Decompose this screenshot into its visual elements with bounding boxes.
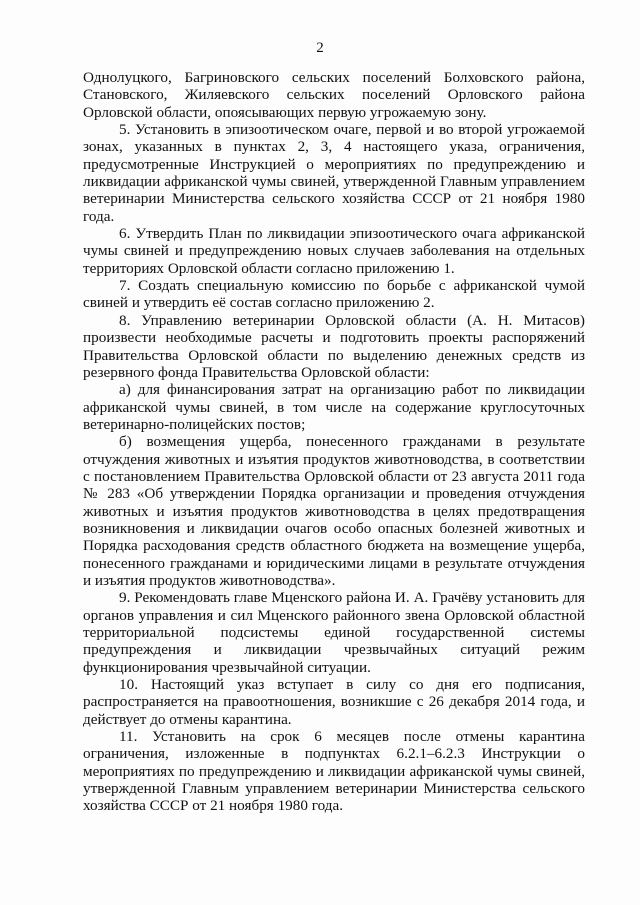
paragraph-item-9: 9. Рекомендовать главе Мценского района И. А. Грачёву установить для органов управления и сил Мценского районного звена Орловской областной территориальной подсистемы единой государственной системы предупреждения и ликвидации чрезвычайных ситуаций режим функционирования чрезвычайной ситуации. [83, 589, 585, 676]
paragraph-item-11: 11. Установить на срок 6 месяцев после отмены карантина ограничения, изложенные в подпунктах 6.2.1–6.2.3 Инструкции о мероприятиях по предупреждению и ликвидации африканской чумы свиней, утвержденной Главным управлением ветеринарии Министерства сельского хозяйства СССР от 21 ноября 1980 года. [83, 728, 585, 815]
paragraph-item-8b: б) возмещения ущерба, понесенного гражданами в результате отчуждения животных и изъятия продуктов животноводства, в соответствии с постановлением Правительства Орловской области от 23 августа 2011 года № 283 «Об утверждении Порядка организации и проведения отчуждения животных и изъятия продуктов животноводства в целях предотвращения возникновения и ликвидации очагов особо опасных болезней животных и Порядка расходования средств областного бюджета на возмещение ущерба, понесенного гражданами и юридическими лицами в результате отчуждения и изъятия продуктов животноводства». [83, 433, 585, 589]
paragraph-item-8a: а) для финансирования затрат на организацию работ по ликвидации африканской чумы свиней, в том числе на содержание круглосуточных ветеринарно-полицейских постов; [83, 381, 585, 433]
page-number: 2 [316, 40, 324, 56]
paragraph-continuation: Однолуцкого, Багриновского сельских поселений Болховского района, Становского, Жиляевского сельских поселений Орловского района Орловской области, опоясывающих первую угрожаемую зону. [83, 69, 585, 121]
document-body [83, 69, 585, 815]
paragraph-item-6: 6. Утвердить План по ликвидации эпизоотического очага африканской чумы свиней и предупреждению новых случаев заболевания на отдельных территориях Орловской области согласно приложению 1. [83, 225, 585, 277]
paragraph-item-5: 5. Установить в эпизоотическом очаге, первой и во второй угрожаемой зонах, указанных в пунктах 2, 3, 4 настоящего указа, ограничения, предусмотренные Инструкцией о мероприятиях по предупреждению и ликвидации африканской чумы свиней, утвержденной Главным управлением ветеринарии Министерства сельского хозяйства СССР от 21 ноября 1980 года. [83, 121, 585, 225]
paragraph-item-8: 8. Управлению ветеринарии Орловской области (А. Н. Митасов) произвести необходимые расчеты и подготовить проекты распоряжений Правительства Орловской области по выделению денежных средств из резервного фонда Правительства Орловской области: [83, 311, 585, 381]
paragraph-item-10: 10. Настоящий указ вступает в силу со дня его подписания, распространяется на правоотношения, возникшие с 26 декабря 2014 года, и действует до отмены карантина. [83, 676, 585, 728]
paragraph-item-7: 7. Создать специальную комиссию по борьбе с африканской чумой свиней и утвердить её состав согласно приложению 2. [83, 277, 585, 312]
